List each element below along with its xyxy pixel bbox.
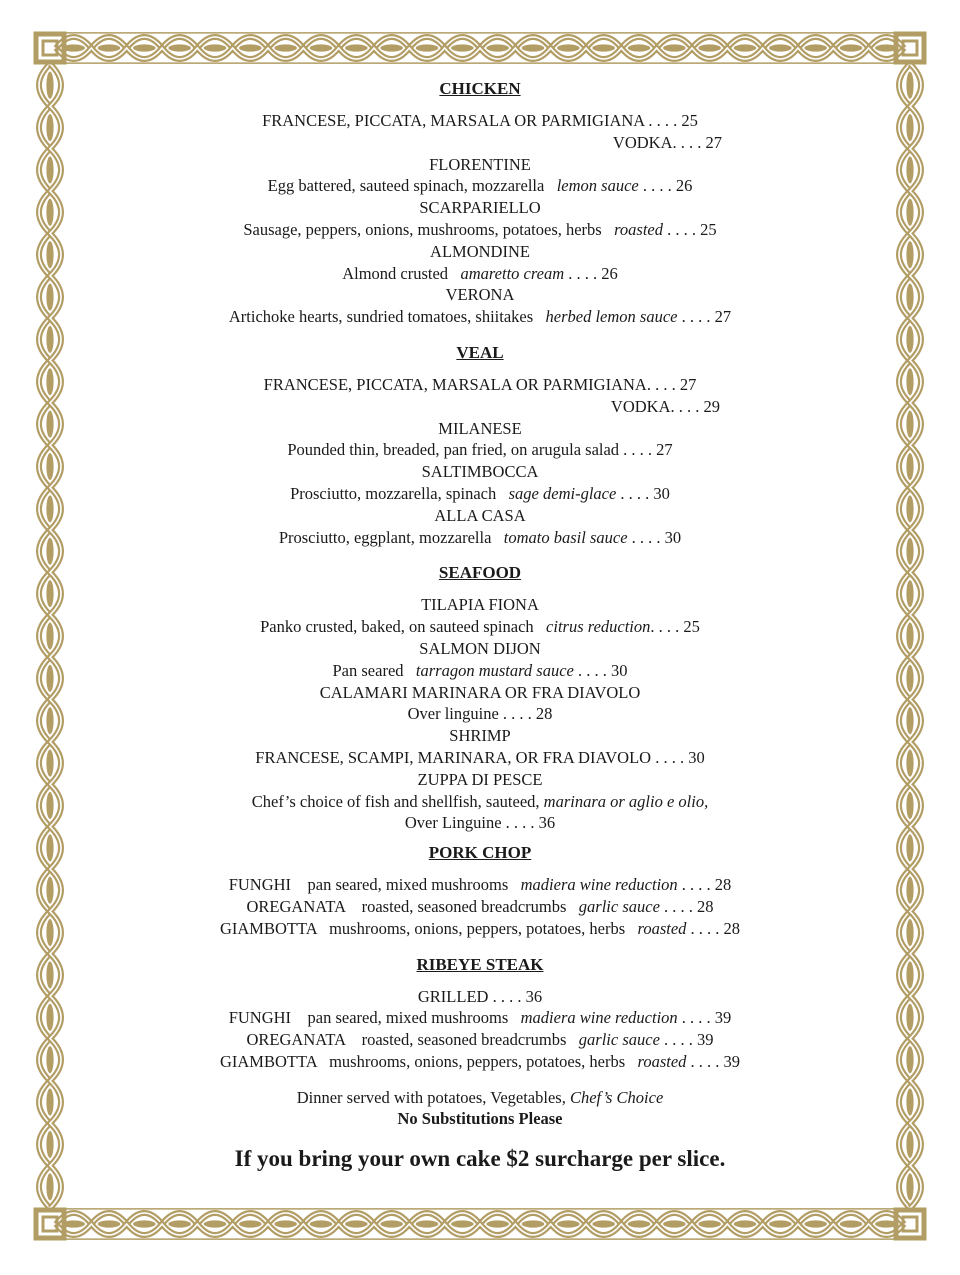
veal-vodka-line: VODKA. . . . 29 (610, 396, 720, 416)
border-eye-ornament (204, 1220, 227, 1227)
dish-name-saltimbocca: SALTIMBOCCA (421, 462, 539, 482)
dish-desc-saltimbocca: Prosciutto, mozzarella, spinach sage demi-glace . . . . 30 (290, 483, 670, 503)
border-eye-ornament (98, 44, 121, 51)
border-eye-ornament (906, 1004, 913, 1031)
border-eye-ornament (204, 44, 227, 51)
chicken-vodka-line: VODKA. . . . 27 (612, 132, 722, 152)
border-eye-ornament (345, 1220, 368, 1227)
border-eye-ornament (906, 411, 913, 438)
border-eye-ornament (46, 283, 53, 310)
border-eye-ornament (698, 44, 721, 51)
border-eye-ornament (906, 1131, 913, 1158)
border-eye-ornament (46, 326, 53, 353)
dish-name-alla-casa: ALLA CASA (434, 505, 526, 525)
border-eye-ornament (906, 919, 913, 946)
border-eye-ornament (906, 241, 913, 268)
dish-name-tilapia: TILAPIA FIONA (421, 595, 539, 615)
border-eye-ornament (628, 44, 651, 51)
border-eye-ornament (906, 368, 913, 395)
section-title-seafood: SEAFOOD (438, 563, 522, 583)
border-eye-ornament (906, 1173, 913, 1200)
dish-name-verona: VERONA (445, 285, 515, 305)
dish-desc-almondine: Almond crusted amaretto cream . . . . 26 (342, 263, 618, 283)
border-eye-ornament (906, 1046, 913, 1073)
pork-oreganata: OREGANATA roasted, seasoned breadcrumbs garlic sauce . . . . 28 (246, 896, 714, 916)
border-eye-ornament (840, 1220, 863, 1227)
border-eye-ornament (133, 44, 156, 51)
dish-desc-calamari: Over linguine . . . . 28 (407, 704, 553, 724)
border-eye-ornament (46, 877, 53, 904)
section-title-ribeye: RIBEYE STEAK (416, 954, 544, 974)
border-eye-ornament (46, 1173, 53, 1200)
border-eye-ornament (522, 1220, 545, 1227)
ribeye-funghi: FUNGHI pan seared, mixed mushrooms madiera wine reduction . . . . 39 (228, 1008, 732, 1028)
dish-desc-verona: Artichoke hearts, sundried tomatoes, shiitakes herbed lemon sauce . . . . 27 (228, 307, 732, 327)
menu-content (80, 78, 880, 1174)
border-eye-ornament (734, 1220, 757, 1227)
border-eye-ornament (46, 919, 53, 946)
dish-name-almondine: ALMONDINE (430, 241, 530, 261)
dish-desc-florentine: Egg battered, sauteed spinach, mozzarella lemon sauce . . . . 26 (267, 176, 693, 196)
border-eye-ornament (274, 44, 297, 51)
border-eye-ornament (46, 72, 53, 99)
dish-desc-zuppa: Chef’s choice of fish and shellfish, sauteed, marinara or aglio e olio, (251, 791, 709, 811)
border-eye-ornament (46, 792, 53, 819)
served-with-note: Dinner served with potatoes, Vegetables, Chef’s Choice (296, 1087, 664, 1107)
border-eye-ornament (906, 1089, 913, 1116)
border-eye-ornament (663, 44, 686, 51)
border-eye-ornament (804, 1220, 827, 1227)
dish-name-milanese: MILANESE (438, 418, 522, 438)
border-eye-ornament (168, 44, 191, 51)
border-eye-ornament (486, 1220, 509, 1227)
border-eye-ornament (906, 622, 913, 649)
border-eye-ornament (380, 1220, 403, 1227)
border-eye-ornament (522, 44, 545, 51)
border-eye-ornament (557, 1220, 580, 1227)
dish-desc-alla-casa: Prosciutto, eggplant, mozzarella tomato basil sauce . . . . 30 (278, 527, 682, 547)
dish-desc-shrimp: FRANCESE, SCAMPI, MARINARA, OR FRA DIAVOLO . . . . 30 (255, 747, 705, 767)
border-eye-ornament (46, 411, 53, 438)
border-eye-ornament (592, 1220, 615, 1227)
border-eye-ornament (906, 283, 913, 310)
border-eye-ornament (46, 495, 53, 522)
border-corner-knot-inner (903, 41, 917, 55)
no-substitutions-note: No Substitutions Please (397, 1109, 563, 1129)
border-eye-ornament (906, 792, 913, 819)
section-title-veal: VEAL (456, 342, 504, 362)
border-eye-ornament (906, 834, 913, 861)
chicken-styles-line: FRANCESE, PICCATA, MARSALA OR PARMIGIANA . . . . 25 (262, 111, 698, 130)
border-eye-ornament (592, 44, 615, 51)
border-eye-ornament (46, 538, 53, 565)
dish-name-scarpariello: SCARPARIELLO (419, 198, 541, 218)
border-eye-ornament (46, 453, 53, 480)
dish-name-shrimp: SHRIMP (449, 726, 511, 746)
border-eye-ornament (906, 114, 913, 141)
border-eye-ornament (46, 961, 53, 988)
border-eye-ornament (310, 44, 333, 51)
dish-desc-scarpariello: Sausage, peppers, onions, mushrooms, potatoes, herbs roasted . . . . 25 (243, 219, 717, 239)
border-eye-ornament (451, 1220, 474, 1227)
border-corner-knot-inner (43, 41, 57, 55)
border-eye-ornament (46, 707, 53, 734)
dish-name-salmon: SALMON DIJON (419, 638, 541, 658)
border-eye-ornament (416, 1220, 439, 1227)
dish-name-florentine: FLORENTINE (429, 154, 531, 174)
border-eye-ornament (840, 44, 863, 51)
border-eye-ornament (46, 241, 53, 268)
dish-desc-salmon: Pan seared tarragon mustard sauce . . . . 30 (332, 660, 628, 680)
border-eye-ornament (46, 750, 53, 777)
border-eye-ornament (345, 44, 368, 51)
border-eye-ornament (906, 495, 913, 522)
border-eye-ornament (628, 1220, 651, 1227)
border-corner-knot-inner (903, 1217, 917, 1231)
border-eye-ornament (698, 1220, 721, 1227)
border-eye-ornament (46, 1046, 53, 1073)
border-eye-ornament (310, 1220, 333, 1227)
section-title-chicken: CHICKEN (439, 79, 521, 98)
border-eye-ornament (46, 580, 53, 607)
border-eye-ornament (906, 580, 913, 607)
border-eye-ornament (46, 834, 53, 861)
border-eye-ornament (769, 1220, 792, 1227)
border-eye-ornament (46, 1004, 53, 1031)
border-eye-ornament (906, 538, 913, 565)
border-eye-ornament (168, 1220, 191, 1227)
border-eye-ornament (380, 44, 403, 51)
border-corner-knot-inner (43, 1217, 57, 1231)
section-title-pork-chop: PORK CHOP (428, 843, 532, 863)
dish-desc-zuppa-2: Over Linguine . . . . 36 (404, 813, 556, 833)
border-eye-ornament (46, 368, 53, 395)
dish-name-calamari: CALAMARI MARINARA OR FRA DIAVOLO (319, 682, 641, 702)
border-eye-ornament (906, 750, 913, 777)
border-eye-ornament (239, 44, 262, 51)
border-eye-ornament (769, 44, 792, 51)
border-eye-ornament (663, 1220, 686, 1227)
border-eye-ornament (451, 44, 474, 51)
border-eye-ornament (46, 156, 53, 183)
border-eye-ornament (804, 44, 827, 51)
border-eye-ornament (239, 1220, 262, 1227)
border-eye-ornament (46, 1089, 53, 1116)
border-eye-ornament (46, 114, 53, 141)
ribeye-giambotta: GIAMBOTTA mushrooms, onions, peppers, potatoes, herbs roasted . . . . 39 (219, 1051, 741, 1071)
border-eye-ornament (906, 72, 913, 99)
border-eye-ornament (274, 1220, 297, 1227)
border-eye-ornament (906, 326, 913, 353)
border-eye-ornament (46, 1131, 53, 1158)
border-eye-ornament (906, 199, 913, 226)
border-eye-ornament (46, 199, 53, 226)
border-eye-ornament (906, 961, 913, 988)
ribeye-grilled: GRILLED . . . . 36 (417, 986, 543, 1006)
border-eye-ornament (906, 453, 913, 480)
border-eye-ornament (906, 707, 913, 734)
border-eye-ornament (906, 156, 913, 183)
dish-desc-milanese: Pounded thin, breaded, pan fried, on arugula salad . . . . 27 (287, 440, 673, 460)
dish-name-zuppa: ZUPPA DI PESCE (417, 769, 543, 789)
border-eye-ornament (734, 44, 757, 51)
dish-desc-tilapia: Panko crusted, baked, on sauteed spinach citrus reduction. . . . 25 (260, 617, 700, 637)
pork-funghi: FUNGHI pan seared, mixed mushrooms madiera wine reduction . . . . 28 (228, 875, 732, 895)
border-eye-ornament (98, 1220, 121, 1227)
border-eye-ornament (416, 44, 439, 51)
border-eye-ornament (557, 44, 580, 51)
ribeye-oreganata: OREGANATA roasted, seasoned breadcrumbs garlic sauce . . . . 39 (246, 1030, 714, 1050)
border-eye-ornament (133, 1220, 156, 1227)
veal-styles-line: FRANCESE, PICCATA, MARSALA OR PARMIGIANA. . . . 27 (263, 374, 697, 394)
border-eye-ornament (46, 622, 53, 649)
pork-giambotta: GIAMBOTTA mushrooms, onions, peppers, potatoes, herbs roasted . . . . 28 (219, 918, 741, 938)
border-eye-ornament (906, 665, 913, 692)
border-eye-ornament (906, 877, 913, 904)
border-eye-ornament (46, 665, 53, 692)
cake-surcharge-note: If you bring your own cake $2 surcharge per slice. (234, 1146, 726, 1172)
border-eye-ornament (486, 44, 509, 51)
